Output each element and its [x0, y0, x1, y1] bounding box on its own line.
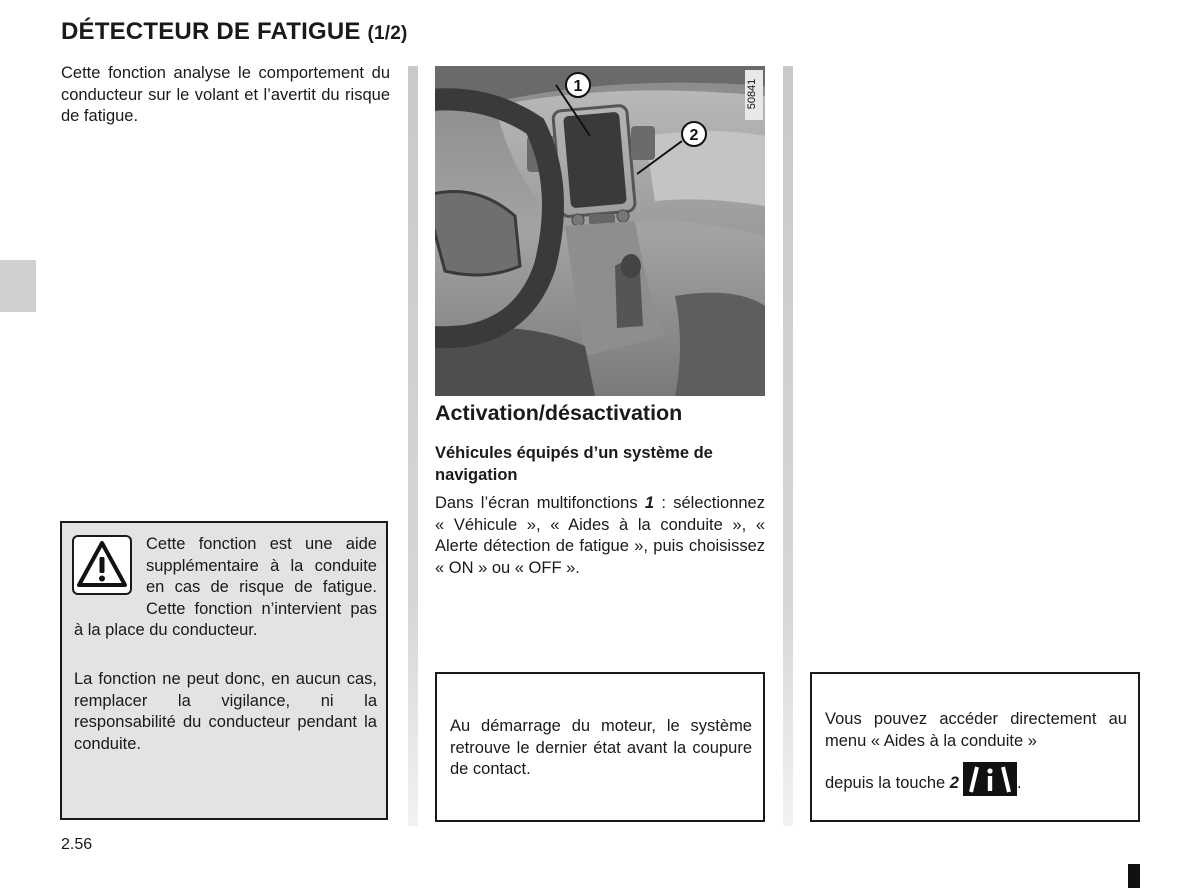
startup-note-text: Au démarrage du moteur, le système retrouve le dernier état avant la coupure de contact. [450, 717, 752, 778]
title-suffix: (1/2) [367, 23, 408, 44]
activation-text-after: : sélectionnez « Véhicule », « Aides à la conduite », « Alerte détection de fatigue », puis choisissez « ON » ou « OFF ». [435, 494, 765, 577]
activation-text-before: Dans l’écran multifonctions [435, 494, 638, 512]
shortcut-end: . [1016, 774, 1022, 792]
callout-2: 2 [689, 127, 699, 144]
page-number: 2.56 [61, 836, 93, 853]
section-tab [0, 260, 36, 312]
column-divider-left [408, 66, 418, 826]
page-title [61, 18, 408, 46]
shortcut-text-1: Vous pouvez accéder directement au menu « Aides à la conduite » [825, 710, 1127, 750]
warning-paragraph-1 [74, 534, 377, 642]
shortcut-ref: 2 [949, 774, 959, 792]
driving-aids-key-icon [963, 762, 1017, 796]
figure-ref-number: 50841 [746, 78, 758, 110]
activation-heading: Activation/désactivation [435, 401, 683, 425]
shortcut-text-2: depuis la touche [825, 774, 946, 792]
shortcut-note-box [810, 672, 1140, 822]
intro-paragraph: Cette fonction analyse le comportement du conducteur sur le volant et l’avertit du risque de fatigue. [61, 64, 390, 125]
dashboard-illustration [435, 66, 765, 396]
warning-text-1: Cette fonction est une aide supplémentaire à la conduite en cas de risque de fatigue. Cette fonction n’intervient pas à la place du conducteur. [74, 535, 377, 639]
startup-note-box [435, 672, 765, 822]
activation-paragraph [435, 493, 765, 579]
column-divider-right [783, 66, 793, 826]
activation-subheading: Véhicules équipés d’un système de navigation [435, 444, 713, 484]
callout-1: 1 [573, 78, 583, 95]
screen-ref: 1 [644, 494, 655, 512]
shortcut-note-text [825, 709, 1127, 796]
title-main: DÉTECTEUR DE FATIGUE [61, 18, 361, 45]
page-corner-mark [1128, 864, 1140, 888]
warning-box [60, 521, 388, 820]
warning-paragraph-2: La fonction ne peut donc, en aucun cas, remplacer la vigilance, ni la responsabilité du conducteur pendant la conduite. [74, 670, 377, 753]
